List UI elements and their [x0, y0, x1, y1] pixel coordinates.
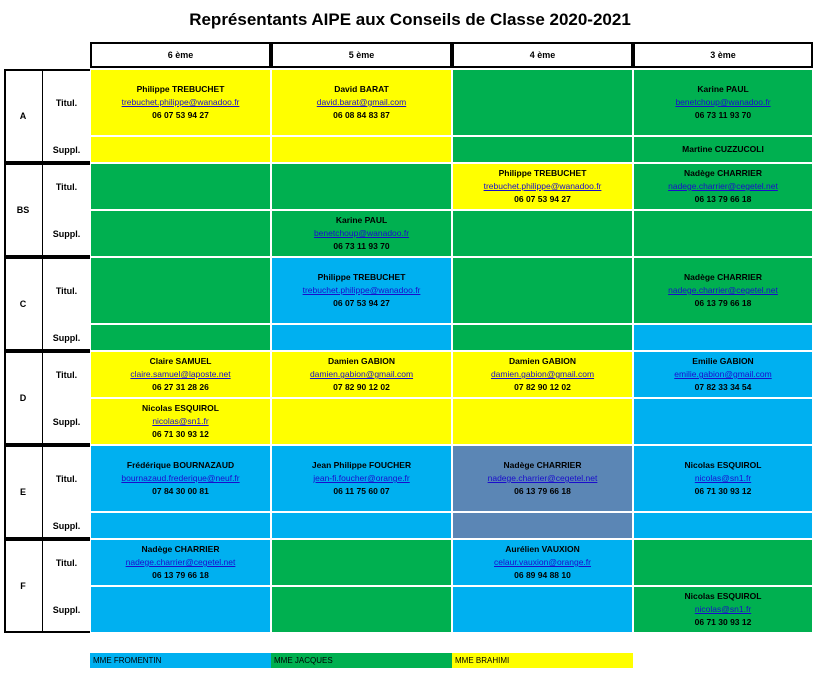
email-link[interactable]: david.barat@gmail.com	[316, 97, 407, 107]
cell-bs-4-suppl	[452, 210, 633, 257]
page-title: Représentants AIPE aux Conseils de Classe 2020-2021	[189, 10, 631, 29]
phone-number: 06 07 53 94 27	[152, 110, 209, 120]
email-link[interactable]: benetchoup@wanadoo.fr	[675, 97, 771, 107]
email-link[interactable]: celaur.vauxion@orange.fr	[494, 557, 591, 567]
cell-e-6-titul	[90, 445, 271, 512]
row-label-suppl: Suppl.	[42, 324, 90, 351]
representative-name: Nicolas ESQUIROL	[142, 403, 219, 413]
row-label-titul: Titul.	[42, 257, 90, 324]
phone-number: 06 13 79 66 18	[152, 570, 209, 580]
cell-c-4-suppl	[452, 324, 633, 351]
cell-d-6-titul	[90, 351, 271, 398]
cell-c-4-titul	[452, 257, 633, 324]
cell-f-4-suppl	[452, 586, 633, 633]
column-header-5: 5 ème	[271, 42, 452, 68]
cell-bs-5-suppl	[271, 210, 452, 257]
representative-name: Nicolas ESQUIROL	[684, 460, 762, 470]
cell-c-5-titul	[271, 257, 452, 324]
cell-d-5-titul	[271, 351, 452, 398]
row-label-titul: Titul.	[42, 445, 90, 512]
cell-e-6-suppl	[90, 512, 271, 539]
class-label-bs: BS	[16, 205, 30, 215]
cell-c-3-titul	[633, 257, 813, 324]
cell-e-3-titul	[633, 445, 813, 512]
cell-d-4-suppl	[452, 398, 633, 445]
cell-d-3-titul	[633, 351, 813, 398]
class-label-e: E	[19, 487, 26, 497]
representative-name: Martine CUZZUCOLI	[682, 144, 764, 154]
phone-number: 06 13 79 66 18	[694, 298, 752, 308]
representative-name: Aurélien VAUXION	[505, 544, 580, 554]
phone-number: 06 73 11 93 70	[694, 110, 752, 120]
cell-a-4-titul	[452, 69, 633, 136]
cell-f-6-titul	[90, 539, 271, 586]
cell-e-4-suppl	[452, 512, 633, 539]
representative-name: Damien GABION	[508, 356, 577, 366]
email-link[interactable]: trebuchet.philippe@wanadoo.fr	[483, 181, 602, 191]
email-link[interactable]: nadege.charrier@cegetel.net	[125, 557, 236, 567]
cell-a-4-suppl	[452, 136, 633, 163]
phone-number: 06 71 30 93 12	[694, 486, 752, 496]
email-link[interactable]: bournazaud.frederique@neuf.fr	[121, 473, 240, 483]
phone-number: 07 82 90 12 02	[514, 382, 571, 392]
phone-number: 06 71 30 93 12	[152, 429, 209, 439]
cell-bs-5-titul	[271, 163, 452, 210]
phone-number: 06 11 75 60 07	[333, 486, 390, 496]
phone-number: 07 84 30 00 81	[152, 486, 209, 496]
representative-name: Nadège CHARRIER	[141, 544, 220, 554]
row-label-suppl: Suppl.	[42, 136, 90, 163]
representative-name: Philippe TREBUCHET	[317, 272, 406, 282]
email-link[interactable]: jean-fi.foucher@orange.fr	[313, 473, 410, 483]
cell-bs-3-titul	[633, 163, 813, 210]
cell-e-5-titul	[271, 445, 452, 512]
phone-number: 07 82 90 12 02	[333, 382, 390, 392]
column-header-6: 6 ème	[90, 42, 271, 68]
phone-number: 06 08 84 83 87	[333, 110, 390, 120]
email-link[interactable]: claire.samuel@laposte.net	[130, 369, 231, 379]
cell-f-5-suppl	[271, 586, 452, 633]
representative-name: Emilie GABION	[692, 356, 754, 366]
cell-f-3-titul	[633, 539, 813, 586]
email-link[interactable]: trebuchet.philippe@wanadoo.fr	[302, 285, 421, 295]
email-link[interactable]: nicolas@sn1.fr	[694, 604, 752, 614]
cell-d-3-suppl	[633, 398, 813, 445]
email-link[interactable]: emilie.gabion@gmail.com	[674, 369, 772, 379]
phone-number: 07 82 33 34 54	[694, 382, 752, 392]
cell-bs-6-suppl	[90, 210, 271, 257]
email-link[interactable]: benetchoup@wanadoo.fr	[313, 228, 410, 238]
email-link[interactable]: damien.gabion@gmail.com	[490, 369, 595, 379]
class-label-d: D	[19, 393, 27, 403]
representative-name: Damien GABION	[327, 356, 396, 366]
row-label-suppl: Suppl.	[42, 398, 90, 445]
cell-c-5-suppl	[271, 324, 452, 351]
cell-a-6-suppl	[90, 136, 271, 163]
cell-f-3-suppl	[633, 586, 813, 633]
email-link[interactable]: damien.gabion@gmail.com	[309, 369, 414, 379]
representative-name: Nadège CHARRIER	[684, 168, 762, 178]
cell-bs-6-titul	[90, 163, 271, 210]
representative-name: Nadège CHARRIER	[684, 272, 762, 282]
email-link[interactable]: trebuchet.philippe@wanadoo.fr	[121, 97, 240, 107]
representative-name: Karine PAUL	[697, 84, 749, 94]
representative-name: Nadège CHARRIER	[503, 460, 582, 470]
cell-a-3-titul	[633, 69, 813, 136]
cell-bs-3-suppl	[633, 210, 813, 257]
phone-number: 06 71 30 93 12	[694, 617, 752, 627]
cell-a-5-suppl	[271, 136, 452, 163]
cell-c-3-suppl	[633, 324, 813, 351]
cell-d-6-suppl	[90, 398, 271, 445]
row-label-titul: Titul.	[42, 351, 90, 398]
phone-number: 06 27 31 28 26	[152, 382, 209, 392]
phone-number: 06 73 11 93 70	[333, 241, 390, 251]
cell-c-6-titul	[90, 257, 271, 324]
row-label-titul: Titul.	[42, 69, 90, 136]
email-link[interactable]: nadege.charrier@cegetel.net	[668, 285, 778, 295]
representative-name: Philippe TREBUCHET	[136, 84, 225, 94]
phone-number: 06 13 79 66 18	[514, 486, 571, 496]
email-link[interactable]: nicolas@sn1.fr	[152, 416, 209, 426]
cell-a-5-titul	[271, 69, 452, 136]
row-label-titul: Titul.	[42, 539, 90, 586]
column-header-4: 4 ème	[452, 42, 633, 68]
cell-d-4-titul	[452, 351, 633, 398]
representative-name: Frédérique BOURNAZAUD	[126, 460, 235, 470]
representative-name: Nicolas ESQUIROL	[684, 591, 762, 601]
cell-a-6-titul	[90, 69, 271, 136]
cell-c-6-suppl	[90, 324, 271, 351]
phone-number: 06 07 53 94 27	[514, 194, 571, 204]
phone-number: 06 89 94 88 10	[514, 570, 571, 580]
cell-e-5-suppl	[271, 512, 452, 539]
cell-e-3-suppl	[633, 512, 813, 539]
email-link[interactable]: nicolas@sn1.fr	[694, 473, 752, 483]
cell-e-4-titul	[452, 445, 633, 512]
row-label-titul: Titul.	[42, 163, 90, 210]
row-label-suppl: Suppl.	[42, 512, 90, 539]
email-link[interactable]: nadege.charrier@cegetel.net	[668, 181, 778, 191]
class-label-f: F	[20, 581, 26, 591]
row-label-suppl: Suppl.	[42, 586, 90, 633]
representative-name: Jean Philippe FOUCHER	[311, 460, 412, 470]
phone-number: 06 13 79 66 18	[694, 194, 752, 204]
representative-name: Claire SAMUEL	[149, 356, 212, 366]
representative-name: Philippe TREBUCHET	[498, 168, 587, 178]
cell-bs-4-titul	[452, 163, 633, 210]
row-label-suppl: Suppl.	[42, 210, 90, 257]
legend-item: MME FROMENTIN	[90, 653, 271, 668]
email-link[interactable]: nadege.charrier@cegetel.net	[487, 473, 598, 483]
cell-f-6-suppl	[90, 586, 271, 633]
phone-number: 06 07 53 94 27	[333, 298, 390, 308]
class-label-a: A	[19, 111, 27, 121]
representative-name: David BARAT	[334, 84, 389, 94]
cell-f-5-titul	[271, 539, 452, 586]
cell-a-3-suppl	[633, 136, 813, 163]
cell-f-4-titul	[452, 539, 633, 586]
legend-item: MME JACQUES	[271, 653, 452, 668]
class-label-c: C	[19, 299, 27, 309]
representative-name: Karine PAUL	[335, 215, 388, 225]
legend-item: MME BRAHIMI	[452, 653, 633, 668]
column-header-3: 3 ème	[633, 42, 813, 68]
cell-d-5-suppl	[271, 398, 452, 445]
